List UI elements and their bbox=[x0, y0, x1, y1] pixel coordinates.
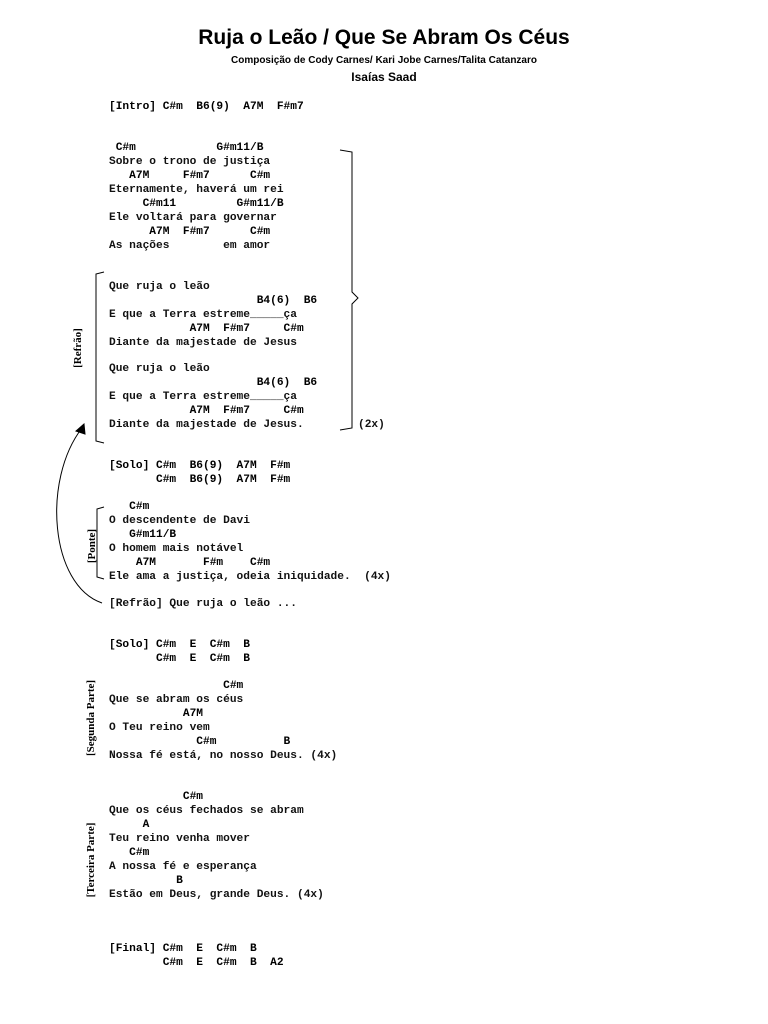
refrao-bracket bbox=[96, 272, 104, 443]
chord-line: A7M F#m7 C#m bbox=[109, 323, 304, 335]
lyric-line: Nossa fé está, no nosso Deus. (4x) bbox=[109, 750, 338, 762]
arrow-head-icon bbox=[76, 424, 85, 434]
solo-line: [Solo] C#m B6(9) A7M F#m bbox=[109, 460, 291, 472]
lyric-line: Teu reino venha mover bbox=[109, 833, 250, 845]
chord-line: A7M F#m7 C#m bbox=[109, 170, 271, 182]
chord-line: C#m G#m11/B bbox=[109, 142, 264, 154]
verse-bracket bbox=[340, 150, 358, 430]
lyric-line: Ele voltará para governar bbox=[109, 212, 277, 224]
final-line: C#m E C#m B A2 bbox=[109, 957, 284, 969]
lyric-line: Que se abram os céus bbox=[109, 694, 244, 706]
lyric-line: O descendente de Davi bbox=[109, 515, 250, 527]
lyric-line: Diante da majestade de Jesus. bbox=[109, 419, 304, 431]
lyric-line: Que ruja o leão bbox=[109, 281, 210, 293]
intro-line: [Intro] C#m B6(9) A7M F#m7 bbox=[109, 101, 304, 113]
chord-line: A7M F#m7 C#m bbox=[109, 405, 304, 417]
lyric-line: Sobre o trono de justiça bbox=[109, 156, 271, 168]
chord-line: G#m11/B bbox=[109, 529, 177, 541]
lyric-line: E que a Terra estreme_____ça bbox=[109, 391, 297, 403]
artist-name: Isaías Saad bbox=[351, 70, 417, 84]
chord-line: C#m11 G#m11/B bbox=[109, 198, 284, 210]
chord-line: C#m bbox=[109, 680, 244, 692]
chord-line: C#m B bbox=[109, 736, 291, 748]
chord-line: A bbox=[109, 819, 150, 831]
chord-line: C#m bbox=[109, 501, 150, 513]
lyric-line: Eternamente, haverá um rei bbox=[109, 184, 284, 196]
chord-line: C#m bbox=[109, 847, 150, 859]
solo-line: C#m E C#m B bbox=[109, 653, 250, 665]
page-title: Ruja o Leão / Que Se Abram Os Céus bbox=[198, 26, 570, 49]
lyric-line: A nossa fé e esperança bbox=[109, 861, 257, 873]
chord-line: B4(6) B6 bbox=[109, 295, 318, 307]
chord-line: C#m bbox=[109, 791, 203, 803]
chord-line: B bbox=[109, 875, 183, 887]
composer-credit: Composição de Cody Carnes/ Kari Jobe Carnes/Talita Catanzaro bbox=[230, 55, 537, 66]
repeat-marker: (2x) bbox=[358, 419, 385, 431]
lyric-line: Que ruja o leão bbox=[109, 363, 210, 375]
lyric-line: O Teu reino vem bbox=[109, 722, 210, 734]
chord-line: B4(6) B6 bbox=[109, 377, 318, 389]
ponte-label: [Ponte] bbox=[86, 528, 98, 564]
solo-line: [Solo] C#m E C#m B bbox=[109, 639, 250, 651]
chord-line: A7M F#m C#m bbox=[109, 557, 271, 569]
terceira-parte-label: [Terceira Parte] bbox=[85, 822, 97, 898]
segunda-parte-label: [Segunda Parte] bbox=[85, 679, 97, 757]
refrao-label: [Refrão] bbox=[72, 328, 84, 368]
chord-line: A7M F#m7 C#m bbox=[109, 226, 271, 238]
solo-line: C#m B6(9) A7M F#m bbox=[109, 474, 291, 486]
chord-line: A7M bbox=[109, 708, 203, 720]
ponte-bracket bbox=[97, 507, 104, 579]
final-line: [Final] C#m E C#m B bbox=[109, 943, 257, 955]
lyric-line: As nações em amor bbox=[109, 240, 271, 252]
lyric-line: Diante da majestade de Jesus bbox=[109, 337, 297, 349]
lyric-line: Ele ama a justiça, odeia iniquidade. (4x) bbox=[109, 571, 391, 583]
lyric-line: Estão em Deus, grande Deus. (4x) bbox=[109, 889, 324, 901]
lyric-line: E que a Terra estreme_____ça bbox=[109, 309, 297, 321]
lyric-line: Que os céus fechados se abram bbox=[109, 805, 304, 817]
refrao-reference: [Refrão] Que ruja o leão ... bbox=[109, 598, 297, 610]
lyric-line: O homem mais notável bbox=[109, 543, 244, 555]
